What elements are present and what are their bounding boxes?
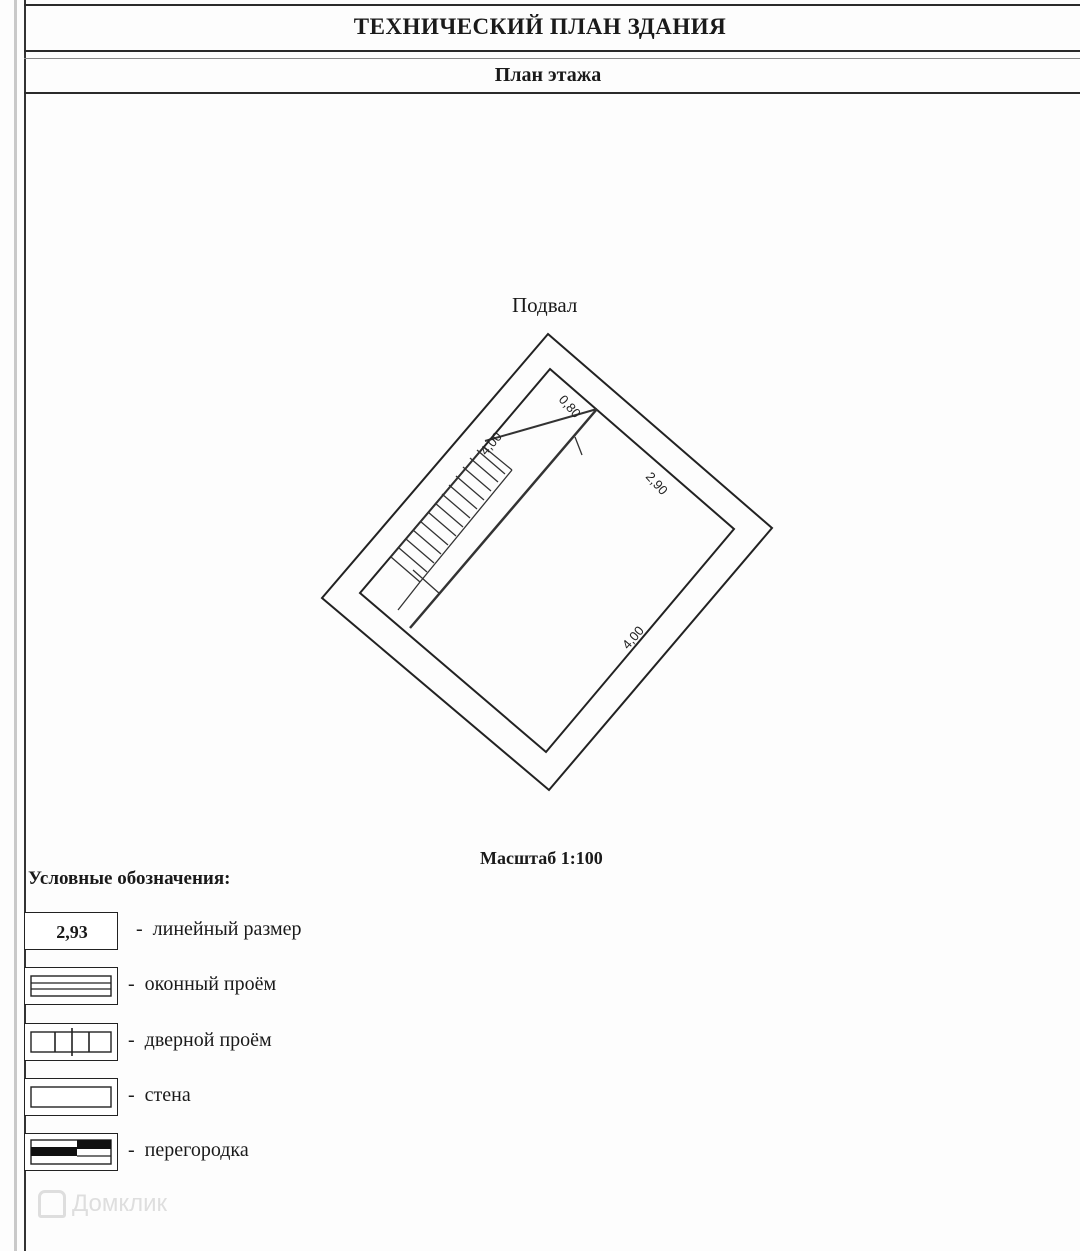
legend-separator: - [128,1084,135,1106]
legend-label-partition [128,1139,249,1162]
legend-label-door [128,1029,272,1052]
dim-stair-top: 0,80 [555,391,584,421]
partition-symbol-icon [25,1134,119,1172]
legend-separator: - [128,1029,135,1051]
legend-separator: - [128,1139,135,1161]
inner-wall [360,369,734,752]
legend-label-dimension [136,918,302,941]
floor-label: Подвал [512,293,578,317]
dim-bottom-side: 4,00 [618,623,647,652]
legend-symbol-door [24,1023,118,1061]
legend-text-window: оконный проём [144,973,277,995]
legend-symbol-partition [24,1133,118,1171]
watermark [38,1190,167,1218]
legend-symbol-window [24,967,118,1005]
legend-label-window [128,973,276,996]
legend-text-wall: стена [144,1084,191,1106]
section-title: План этажа [494,64,602,86]
wall-symbol-icon [25,1079,119,1117]
legend-text-dimension: линейный размер [152,918,302,940]
legend-sample-dimension: 2,93 [56,921,88,942]
legend-label-wall [128,1084,191,1107]
dim-stair-side: 4,00 [476,429,505,458]
legend-title: Условные обозначения: [28,868,231,889]
scale-label: Масштаб 1:100 [480,848,603,868]
legend-symbol-dimension [24,912,118,950]
house-icon [38,1190,66,1218]
legend-text-partition: перегородка [144,1139,249,1161]
window-symbol-icon [25,968,119,1006]
document-title: ТЕХНИЧЕСКИЙ ПЛАН ЗДАНИЯ [353,14,727,39]
legend-separator: - [136,918,143,940]
legend-symbol-wall [24,1078,118,1116]
outer-wall [322,334,772,790]
legend-text-door: дверной проём [144,1029,272,1051]
door-symbol-icon [25,1024,119,1062]
watermark-text: Домклик [72,1190,168,1217]
dim-right-side: 2,90 [642,468,671,498]
legend-separator: - [128,973,135,995]
